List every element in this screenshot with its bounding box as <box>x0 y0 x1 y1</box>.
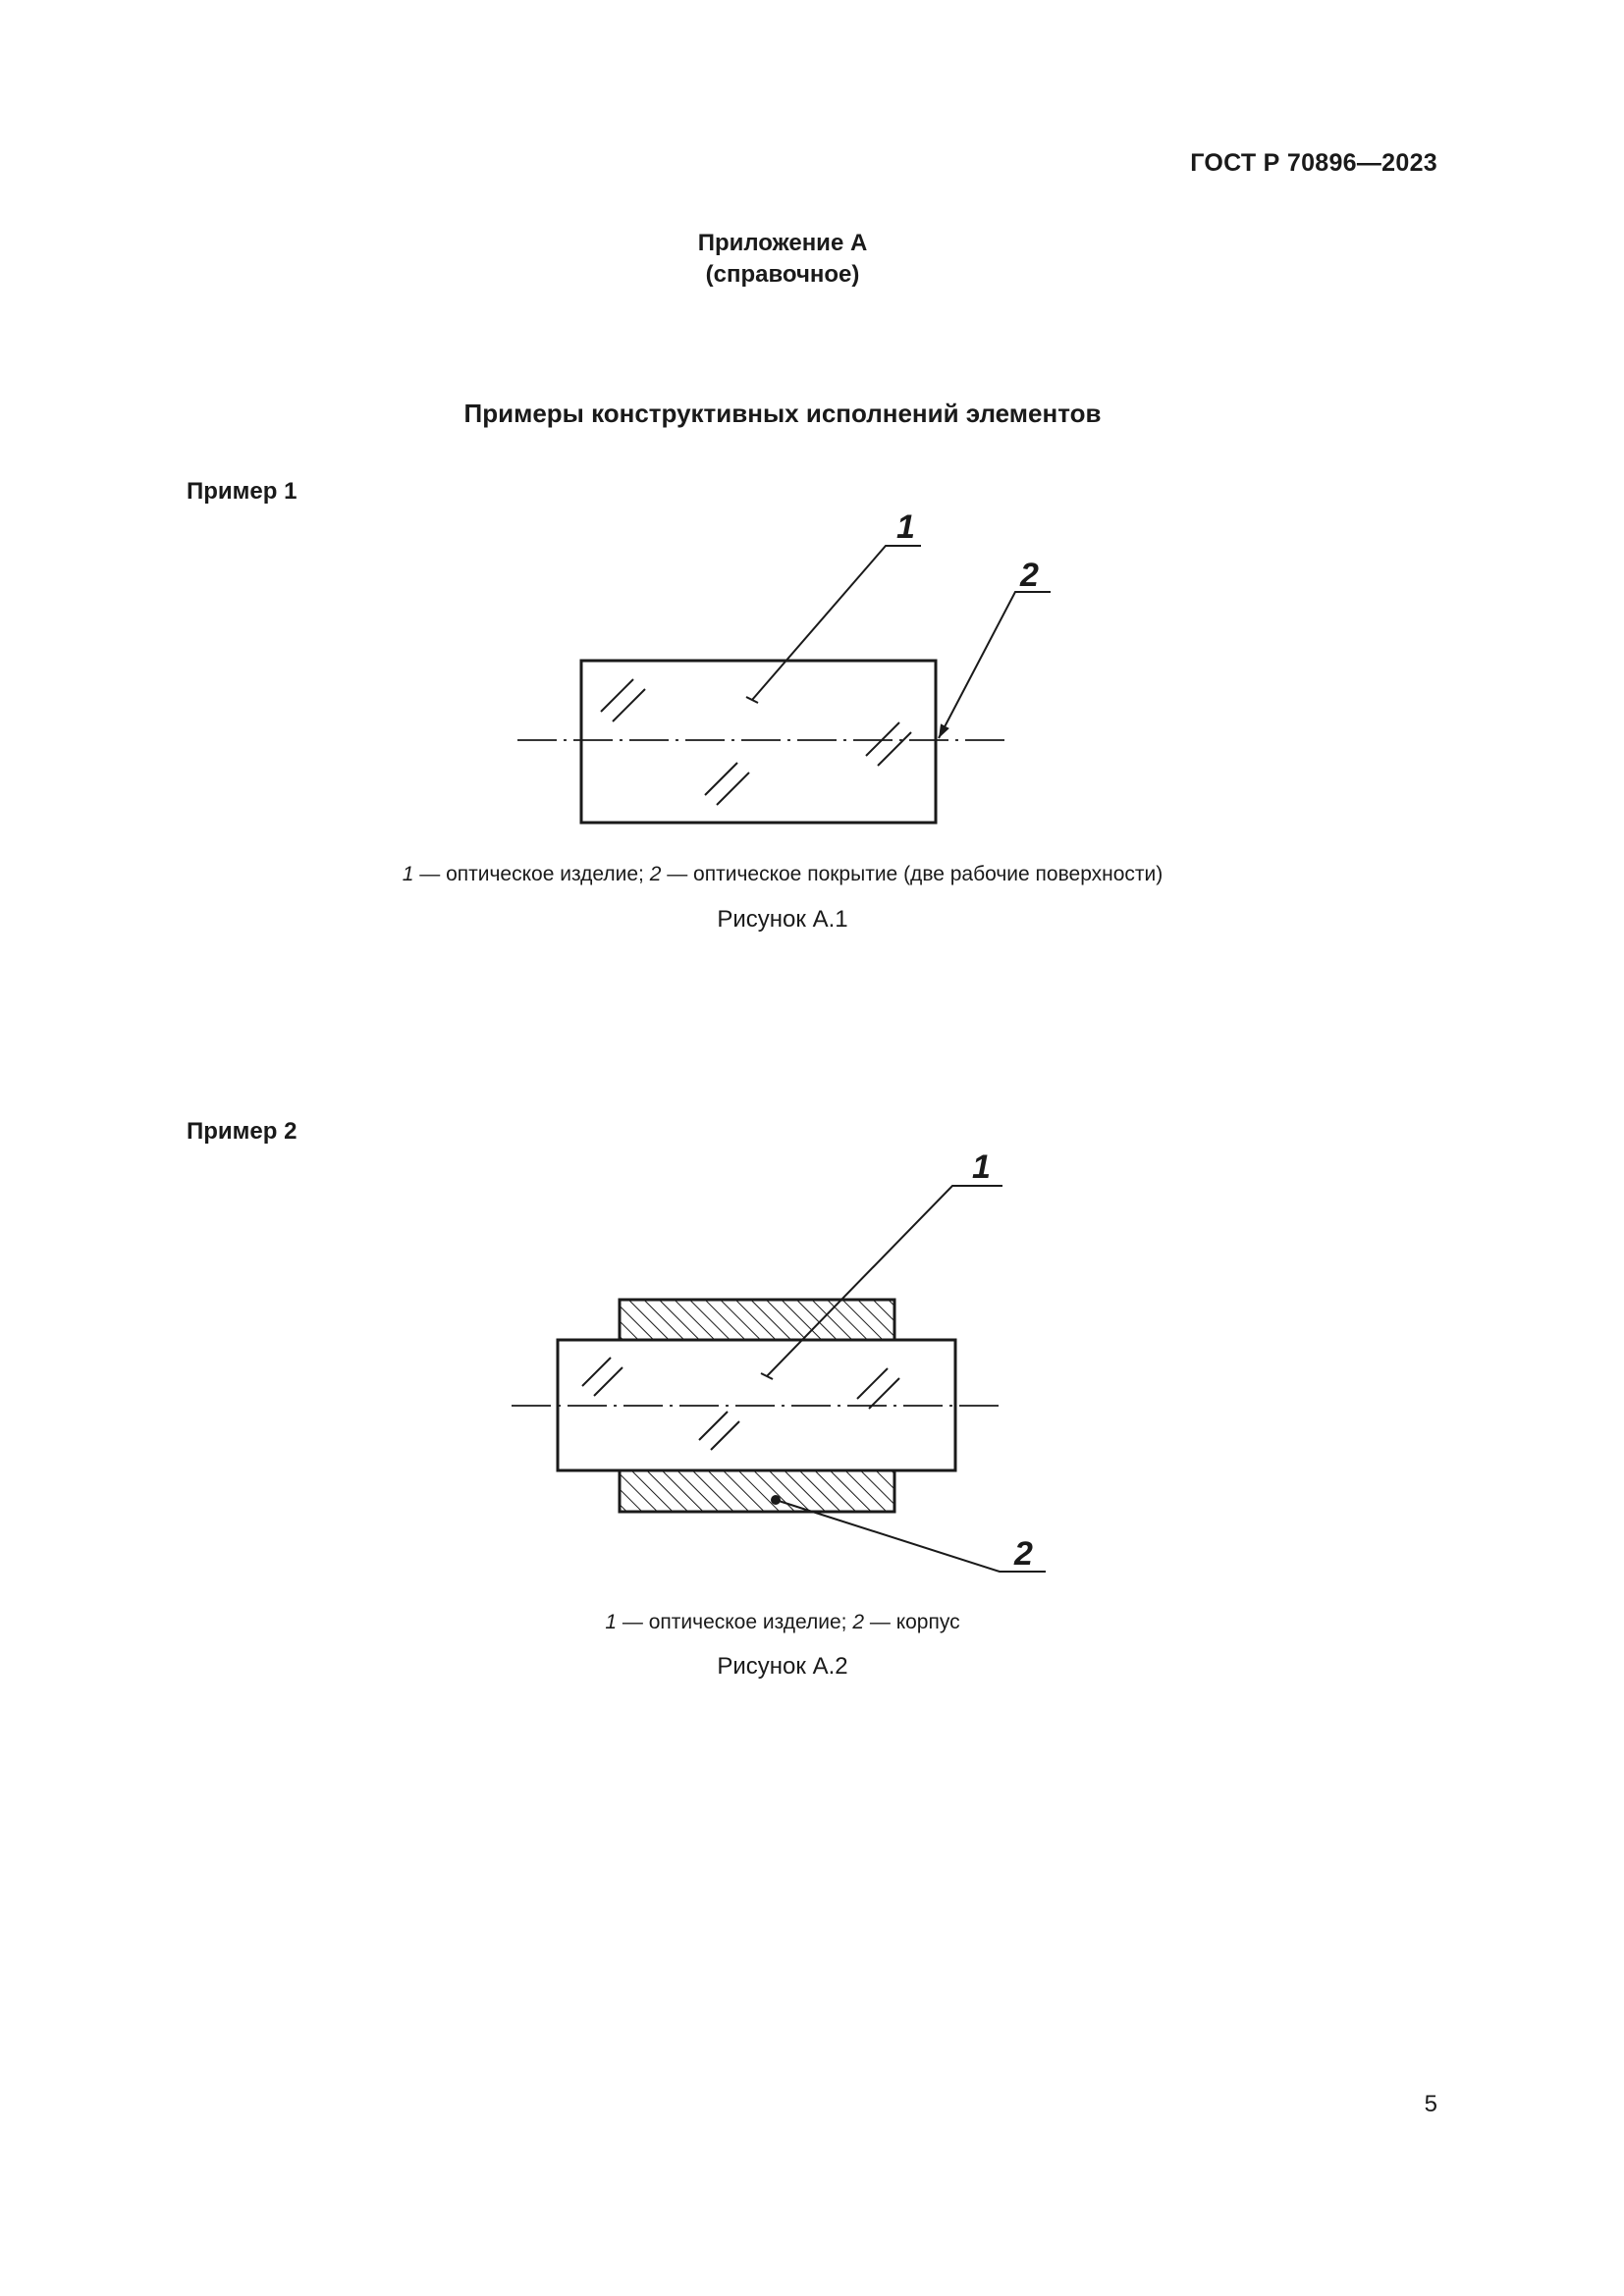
page-number: 5 <box>1424 2091 1437 2117</box>
document-code: ГОСТ Р 70896—2023 <box>1190 149 1437 177</box>
legend-item-2-number: 2 <box>649 863 662 885</box>
legend-item-1-text: — оптическое изделие; <box>413 863 650 885</box>
section-title: Примеры конструктивных исполнений элементов <box>463 399 1102 428</box>
figure-a1-drawing <box>0 501 1624 834</box>
callout-2-number: 2 <box>1014 1535 1033 1573</box>
callout-1-number: 1 <box>972 1148 991 1186</box>
appendix-title: Приложение А <box>697 230 868 256</box>
glass-hatching <box>601 679 911 805</box>
leader-2-dot <box>771 1495 781 1505</box>
figure-a2-legend <box>0 1611 1565 1634</box>
legend-item-1-number: 1 <box>402 863 414 885</box>
leader-line-2 <box>939 592 1051 738</box>
figure-a1-caption: Рисунок А.1 <box>717 906 848 933</box>
leader-line-1 <box>746 546 921 703</box>
housing-top <box>620 1300 894 1340</box>
figure-a1-legend <box>0 863 1565 886</box>
example-2-label: Пример 2 <box>187 1118 298 1145</box>
legend-item-2-text: — корпус <box>864 1611 960 1633</box>
appendix-subtitle: (справочное) <box>705 261 860 288</box>
callout-2-number: 2 <box>1020 557 1039 594</box>
figure-a2-drawing <box>0 1139 1624 1573</box>
legend-item-1-text: — оптическое изделие; <box>617 1611 853 1633</box>
example-1-label: Пример 1 <box>187 478 298 505</box>
legend-item-2-number: 2 <box>852 1611 865 1633</box>
optical-element-body <box>581 661 936 823</box>
figure-a2-caption: Рисунок А.2 <box>717 1653 848 1680</box>
housing-bottom <box>620 1470 894 1512</box>
appendix-heading <box>0 228 1565 291</box>
legend-item-1-number: 1 <box>605 1611 618 1633</box>
callout-1-number: 1 <box>896 508 915 546</box>
legend-item-2-text: — оптическое покрытие (две рабочие поверхности) <box>661 863 1164 885</box>
